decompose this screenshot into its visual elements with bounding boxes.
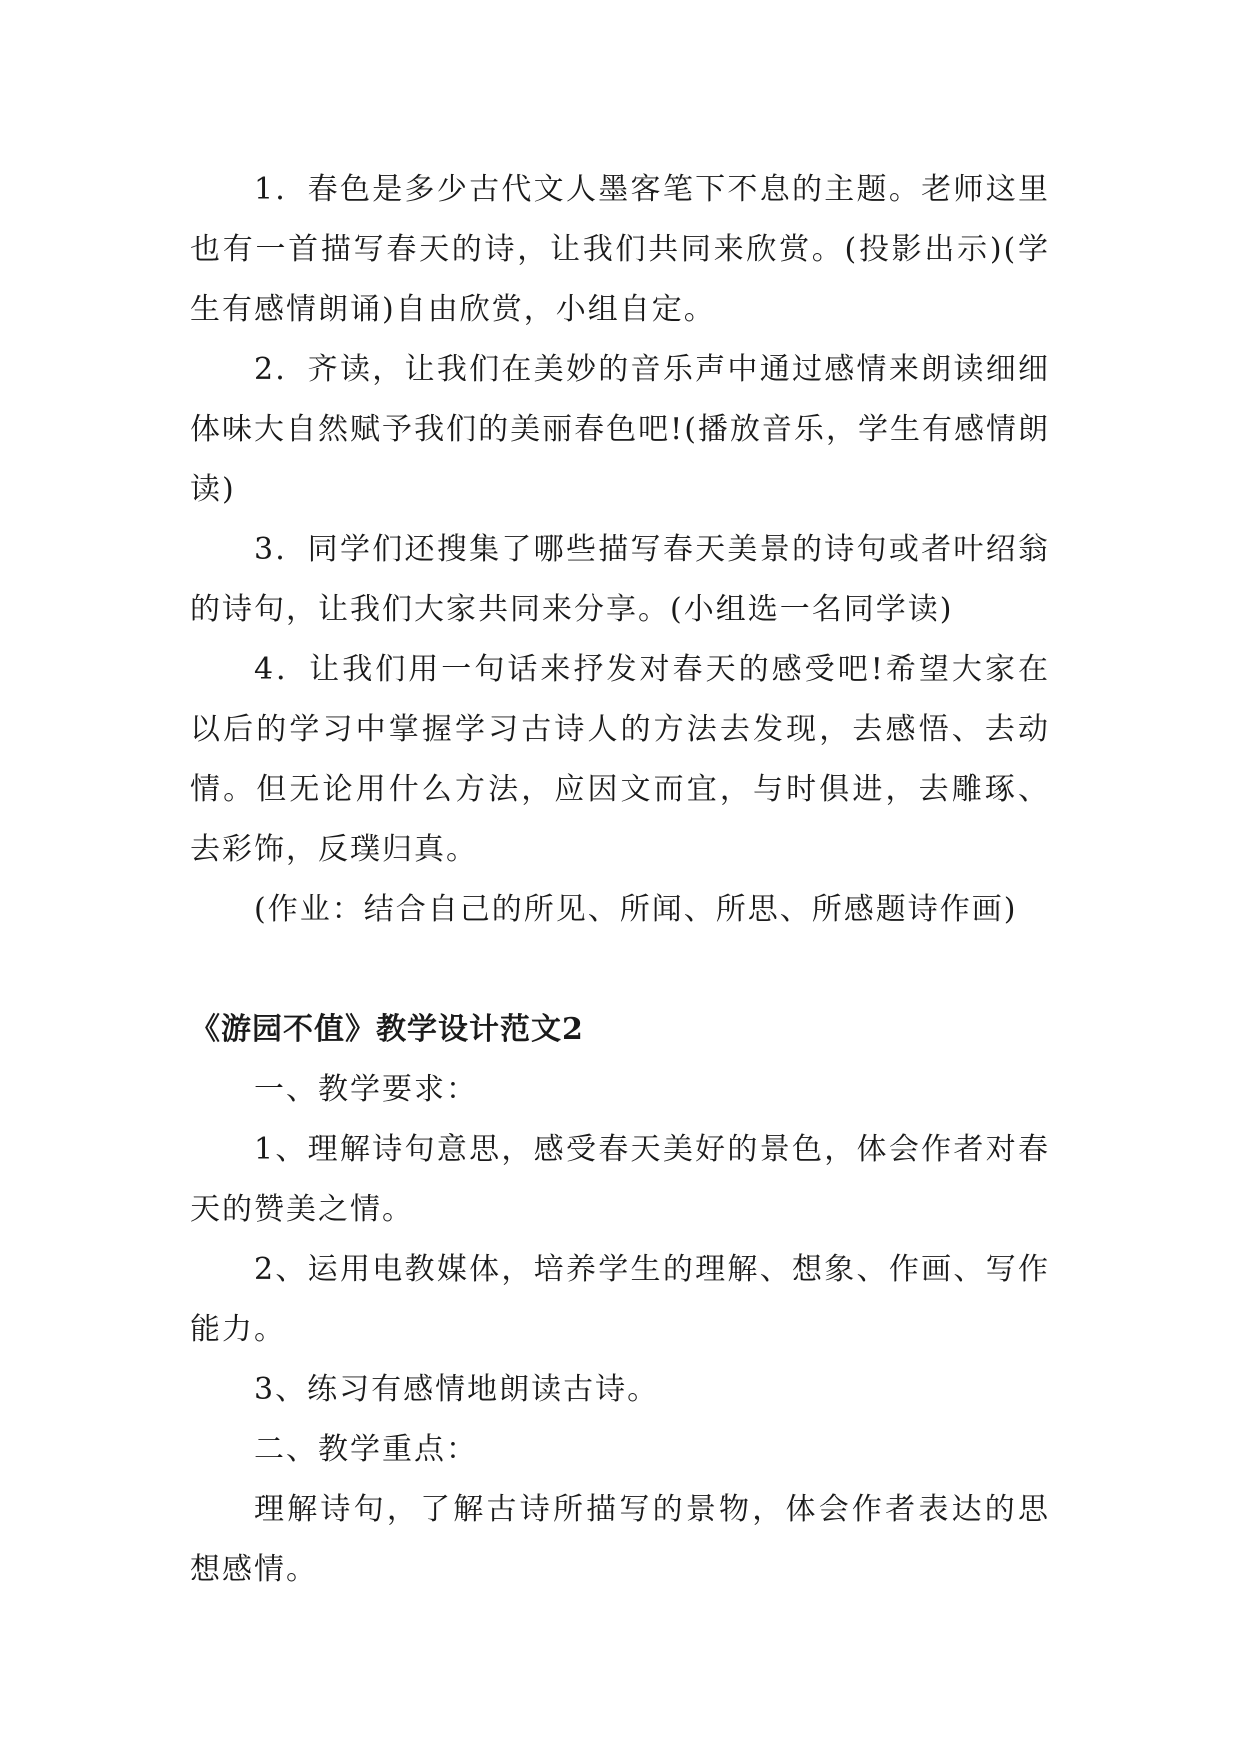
paragraph-homework: (作业：结合自己的所见、所闻、所思、所感题诗作画) [254, 892, 1018, 927]
paragraph-teaching-requirements-heading: 一、教学要求： [254, 1072, 478, 1107]
paragraph-step-3: 3．同学们还搜集了哪些描写春天美景的诗句或者叶绍翁的诗句，让我们大家共同来分享。(小组选一名同学读) [190, 532, 1050, 627]
paragraph-step-1: 1．春色是多少古代文人墨客笔下不息的主题。老师这里也有一首描写春天的诗，让我们共同来欣赏。(投影出示)(学生有感情朗诵)自由欣赏，小组自定。 [190, 172, 1050, 327]
paragraph-step-4: 4．让我们用一句话来抒发对春天的感受吧!希望大家在以后的学习中掌握学习古诗人的方法去发现，去感悟、去动情。但无论用什么方法，应因文而宜，与时俱进，去雕琢、去彩饰，反璞归真。 [190, 652, 1050, 867]
paragraph-key-points-heading: 二、教学重点： [254, 1432, 478, 1467]
document-body [190, 160, 1050, 1600]
section-title: 《游园不值》教学设计范文2 [190, 1012, 584, 1047]
paragraph-requirement-2: 2、运用电教媒体，培养学生的理解、想象、作画、写作能力。 [190, 1252, 1050, 1347]
paragraph-requirement-3: 3、练习有感情地朗读古诗。 [254, 1372, 660, 1407]
paragraph-key-points: 理解诗句，了解古诗所描写的景物，体会作者表达的思想感情。 [190, 1492, 1050, 1587]
paragraph-requirement-1: 1、理解诗句意思，感受春天美好的景色，体会作者对春天的赞美之情。 [190, 1132, 1050, 1227]
paragraph-step-2: 2．齐读，让我们在美妙的音乐声中通过感情来朗读细细体味大自然赋予我们的美丽春色吧!(播放音乐，学生有感情朗读) [190, 352, 1050, 507]
